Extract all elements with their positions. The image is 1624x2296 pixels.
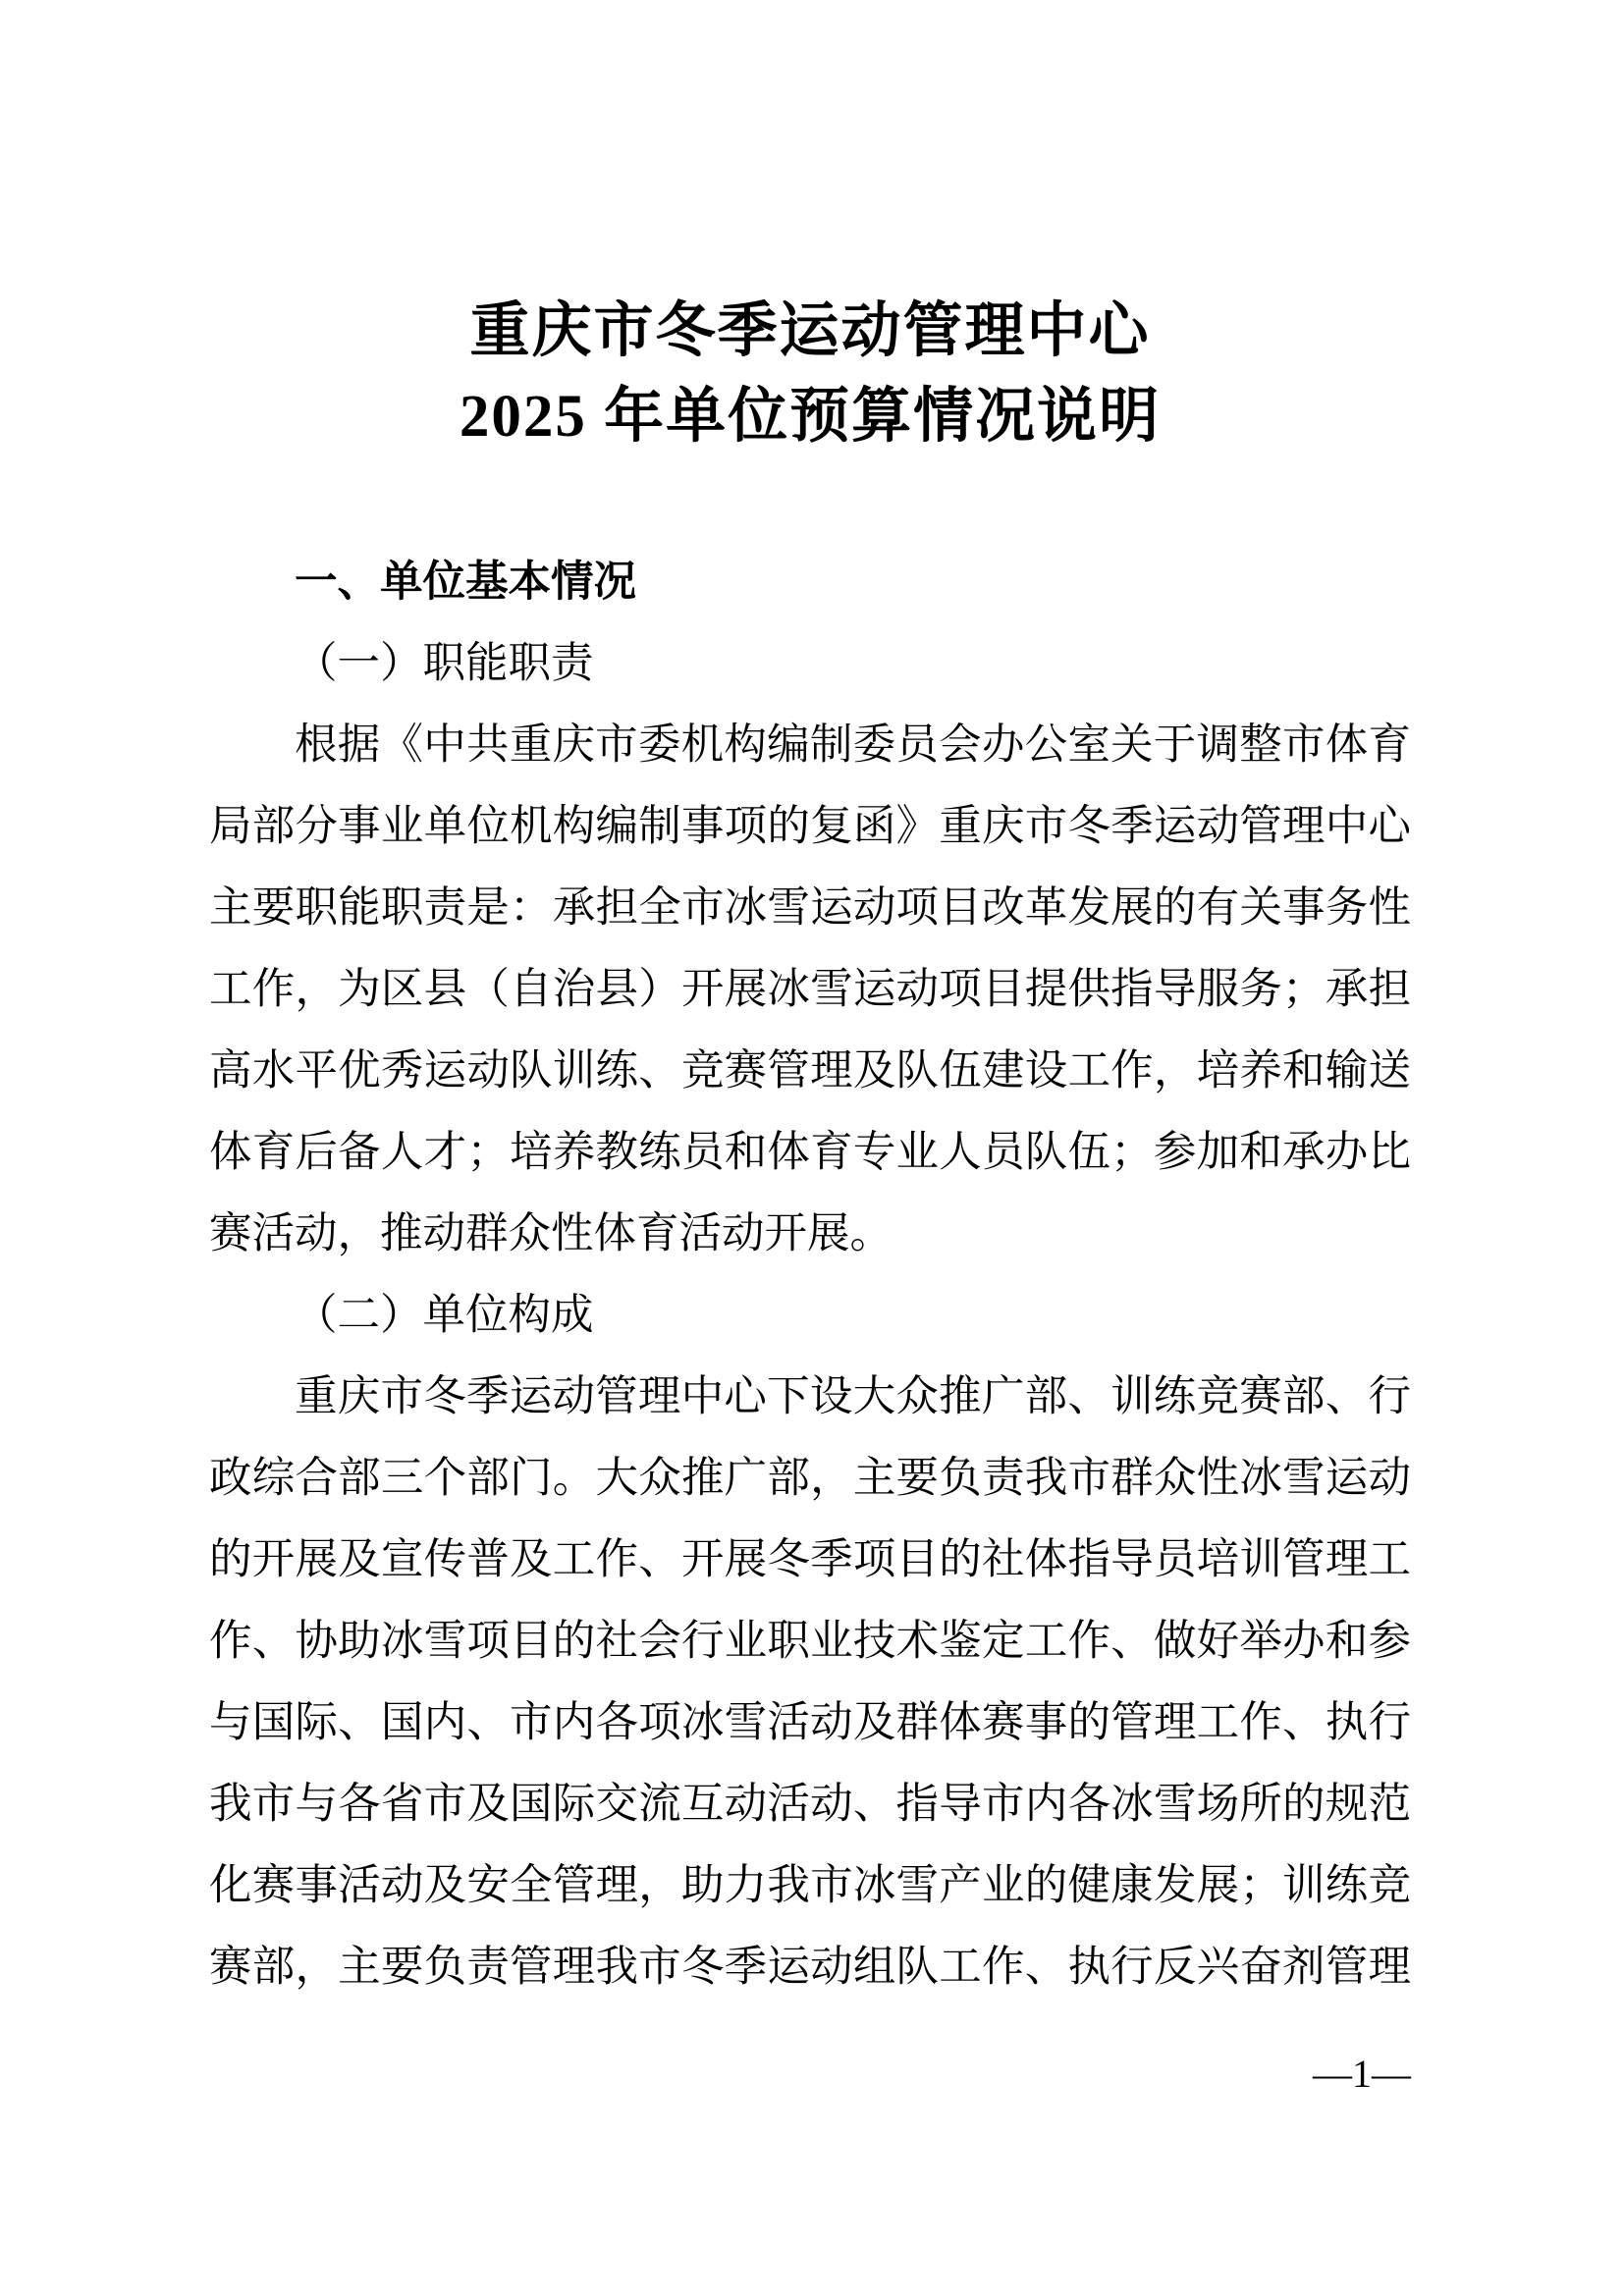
- para-1-line-7: 赛活动，推动群众性体育活动开展。: [209, 1210, 893, 1257]
- title-line-1: 重庆市冬季运动管理中心: [469, 298, 1151, 364]
- para-1-line-5: 高水平优秀运动队训练、竞赛管理及队伍建设工作，培养和输送: [209, 1047, 1411, 1095]
- para-1-line-3: 主要职能职责是：承担全市冰雪运动项目改革发展的有关事务性: [209, 884, 1411, 932]
- section-heading-1: 一、单位基本情况: [295, 559, 636, 606]
- para-2-line-4: 作、协助冰雪项目的社会行业职业技术鉴定工作、做好举办和参: [209, 1618, 1411, 1665]
- title-line-2: 2025 年单位预算情况说明: [459, 384, 1162, 450]
- para-2-line-7: 化赛事活动及安全管理，助力我市冰雪产业的健康发展；训练竞: [209, 1862, 1411, 1909]
- subsection-heading-1: （一）职能职责: [295, 640, 594, 687]
- subsection-heading-2: （二）单位构成: [295, 1292, 594, 1339]
- para-2-line-3: 的开展及宣传普及工作、开展冬季项目的社体指导员培训管理工: [209, 1536, 1411, 1583]
- para-2-line-1: 重庆市冬季运动管理中心下设大众推广部、训练竞赛部、行: [295, 1373, 1411, 1420]
- page-number: —1—: [1313, 2052, 1411, 2096]
- para-2-line-8: 赛部，主要负责管理我市冬季运动组队工作、执行反兴奋剂管理: [209, 1944, 1411, 1991]
- para-1-line-2: 局部分事业单位机构编制事项的复函》重庆市冬季运动管理中心: [209, 803, 1411, 850]
- para-2-line-2: 政综合部三个部门。大众推广部，主要负责我市群众性冰雪运动: [209, 1455, 1411, 1502]
- para-2-line-5: 与国际、国内、市内各项冰雪活动及群体赛事的管理工作、执行: [209, 1699, 1411, 1746]
- para-1-line-1: 根据《中共重庆市委机构编制委员会办公室关于调整市体育: [295, 721, 1411, 769]
- para-1-line-4: 工作，为区县（自治县）开展冰雪运动项目提供指导服务；承担: [209, 966, 1411, 1013]
- para-2-line-6: 我市与各省市及国际交流互动活动、指导市内各冰雪场所的规范: [209, 1781, 1411, 1828]
- document-body: [209, 542, 1411, 2008]
- document-title: [209, 289, 1411, 459]
- para-1-line-6: 体育后备人才；培养教练员和体育专业人员队伍；参加和承办比: [209, 1129, 1411, 1176]
